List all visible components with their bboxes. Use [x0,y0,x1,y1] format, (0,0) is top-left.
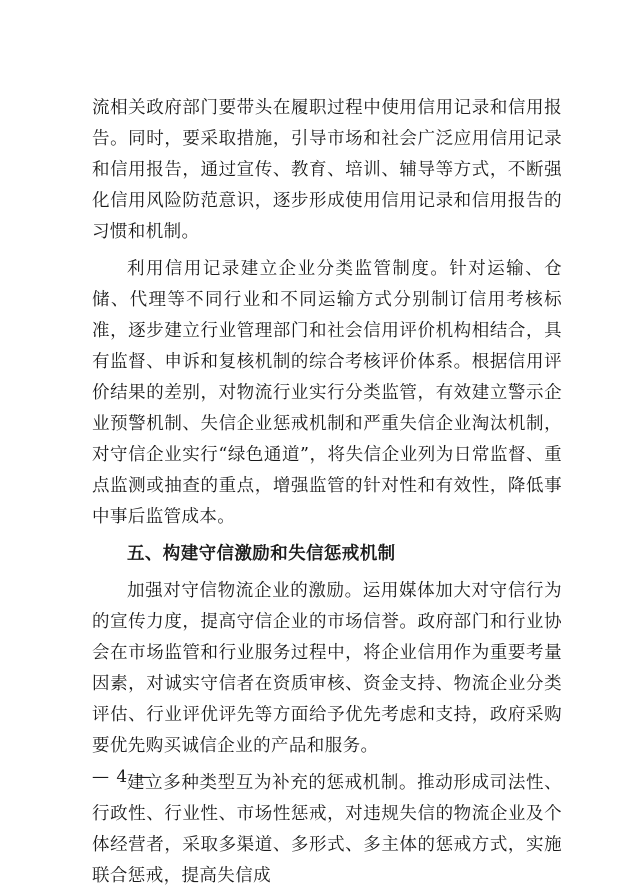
paragraph-3: 加强对守信物流企业的激励。运用媒体加大对守信行为的宣传力度，提高守信企业的市场信誉。政府部门和行业协会在市场监管和行业服务过程中，将企业信用作为重要考量因素，对诚实守信者在资质审核、资金支持、物流企业分类评估、行业评优评先等方面给予优先考虑和支持，政府采购要优先购买诚信企业的产品和服务。 [92,581,562,756]
section-heading: 五、构建守信激励和失信惩戒机制 [127,544,396,564]
paragraph-2: 利用信用记录建立企业分类监管制度。针对运输、仓储、代理等不同行业和不同运输方式分别制订信用考核标准，逐步建立行业管理部门和社会信用评价机构相结合，具有监督、申诉和复核机制的综合考核评价体系。根据信用评价结果的差别，对物流行业实行分类监管，有效建立警示企业预警机制、失信企业惩戒机制和严重失信企业淘汰机制，对守信企业实行“绿色通道”，将失信企业列为日常监督、重点监测或抽查的重点，增强监管的针对性和有效性，降低事中事后监管成本。 [92,259,562,527]
page-number: — 4 — [92,767,153,787]
paragraph-4: 建立多种类型互为补充的惩戒机制。推动形成司法性、行政性、行业性、市场性惩戒，对违规失信的物流企业及个体经营者，采取多渠道、多形式、多主体的惩戒方式，实施联合惩戒，提高失信成 [92,773,562,886]
paragraph-1: 流相关政府部门要带头在履职过程中使用信用记录和信用报告。同时，要采取措施，引导市场和社会广泛应用信用记录和信用报告，通过宣传、教育、培训、辅导等方式，不断强化信用风险防范意识，逐步形成使用信用记录和信用报告的习惯和机制。 [92,98,562,242]
document-body [92,93,562,892]
